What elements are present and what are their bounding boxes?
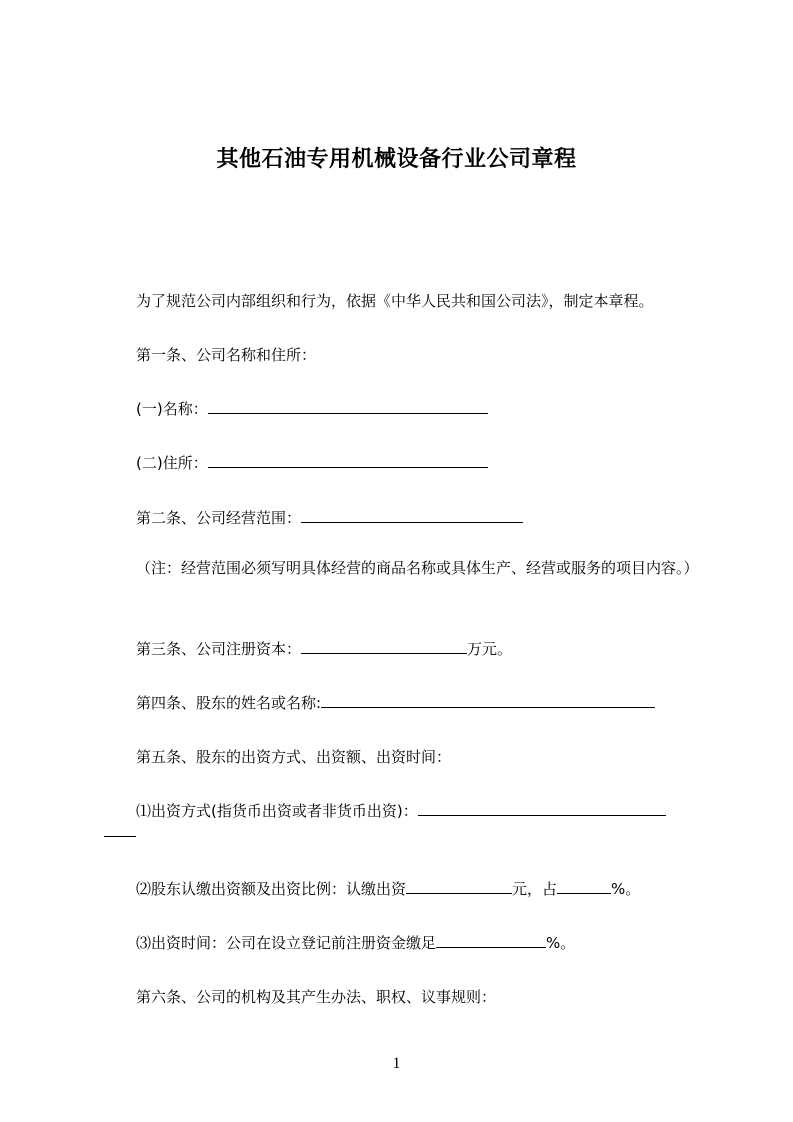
contribution-time-blank	[436, 933, 546, 948]
contribution-ratio-blank	[557, 879, 611, 894]
contribution-method-line	[136, 800, 666, 822]
company-name-line	[136, 398, 488, 420]
page-number: 1	[392, 1055, 401, 1072]
company-name-blank	[208, 399, 488, 414]
shareholder-name-label: 第四条、股东的姓名或名称:	[136, 694, 322, 712]
business-scope-blank	[301, 508, 523, 523]
contribution-ratio-label: 元，占	[512, 880, 558, 898]
shareholder-name-blank	[321, 693, 655, 708]
company-address-label: (二)住所：	[136, 454, 208, 472]
contribution-amount-line	[136, 878, 640, 900]
business-scope-label: 第二条、公司经营范围：	[136, 509, 302, 527]
intro-paragraph: 为了规范公司内部组织和行为，依据《中华人民共和国公司法》，制定本章程。	[136, 292, 654, 310]
company-address-blank	[208, 453, 488, 468]
contribution-amount-blank	[406, 879, 512, 894]
registered-capital-blank	[301, 639, 467, 654]
company-address-line	[136, 452, 488, 474]
registered-capital-unit: 万元。	[467, 640, 513, 658]
document-title: 其他石油专用机械设备行业公司章程	[216, 147, 577, 172]
article-4-line	[136, 692, 655, 714]
contribution-time-line	[136, 932, 575, 954]
article-5-heading: 第五条、股东的出资方式、出资额、出资时间：	[136, 748, 452, 766]
contribution-ratio-percent: %。	[611, 880, 641, 898]
contribution-time-label: ⑶出资时间：公司在设立登记前注册资金缴足	[136, 934, 437, 952]
article-6-heading: 第六条、公司的机构及其产生办法、职权、议事规则：	[136, 988, 497, 1006]
article-1-heading: 第一条、公司名称和住所：	[136, 346, 317, 364]
article-2-line	[136, 507, 523, 529]
contribution-amount-label: ⑵股东认缴出资额及出资比例：认缴出资	[136, 880, 407, 898]
registered-capital-label: 第三条、公司注册资本：	[136, 640, 302, 658]
contribution-method-blank	[418, 801, 666, 816]
article-3-line	[136, 638, 512, 660]
company-name-label: (一)名称：	[136, 400, 208, 418]
contribution-method-blank-continued	[104, 822, 136, 837]
business-scope-note: （注：经营范围必须写明具体经营的商品名称或具体生产、经营或服务的项目内容。）	[136, 559, 699, 577]
contribution-method-label: ⑴出资方式(指货币出资或者非货币出资)：	[136, 802, 418, 820]
contribution-time-percent: %。	[546, 934, 576, 952]
